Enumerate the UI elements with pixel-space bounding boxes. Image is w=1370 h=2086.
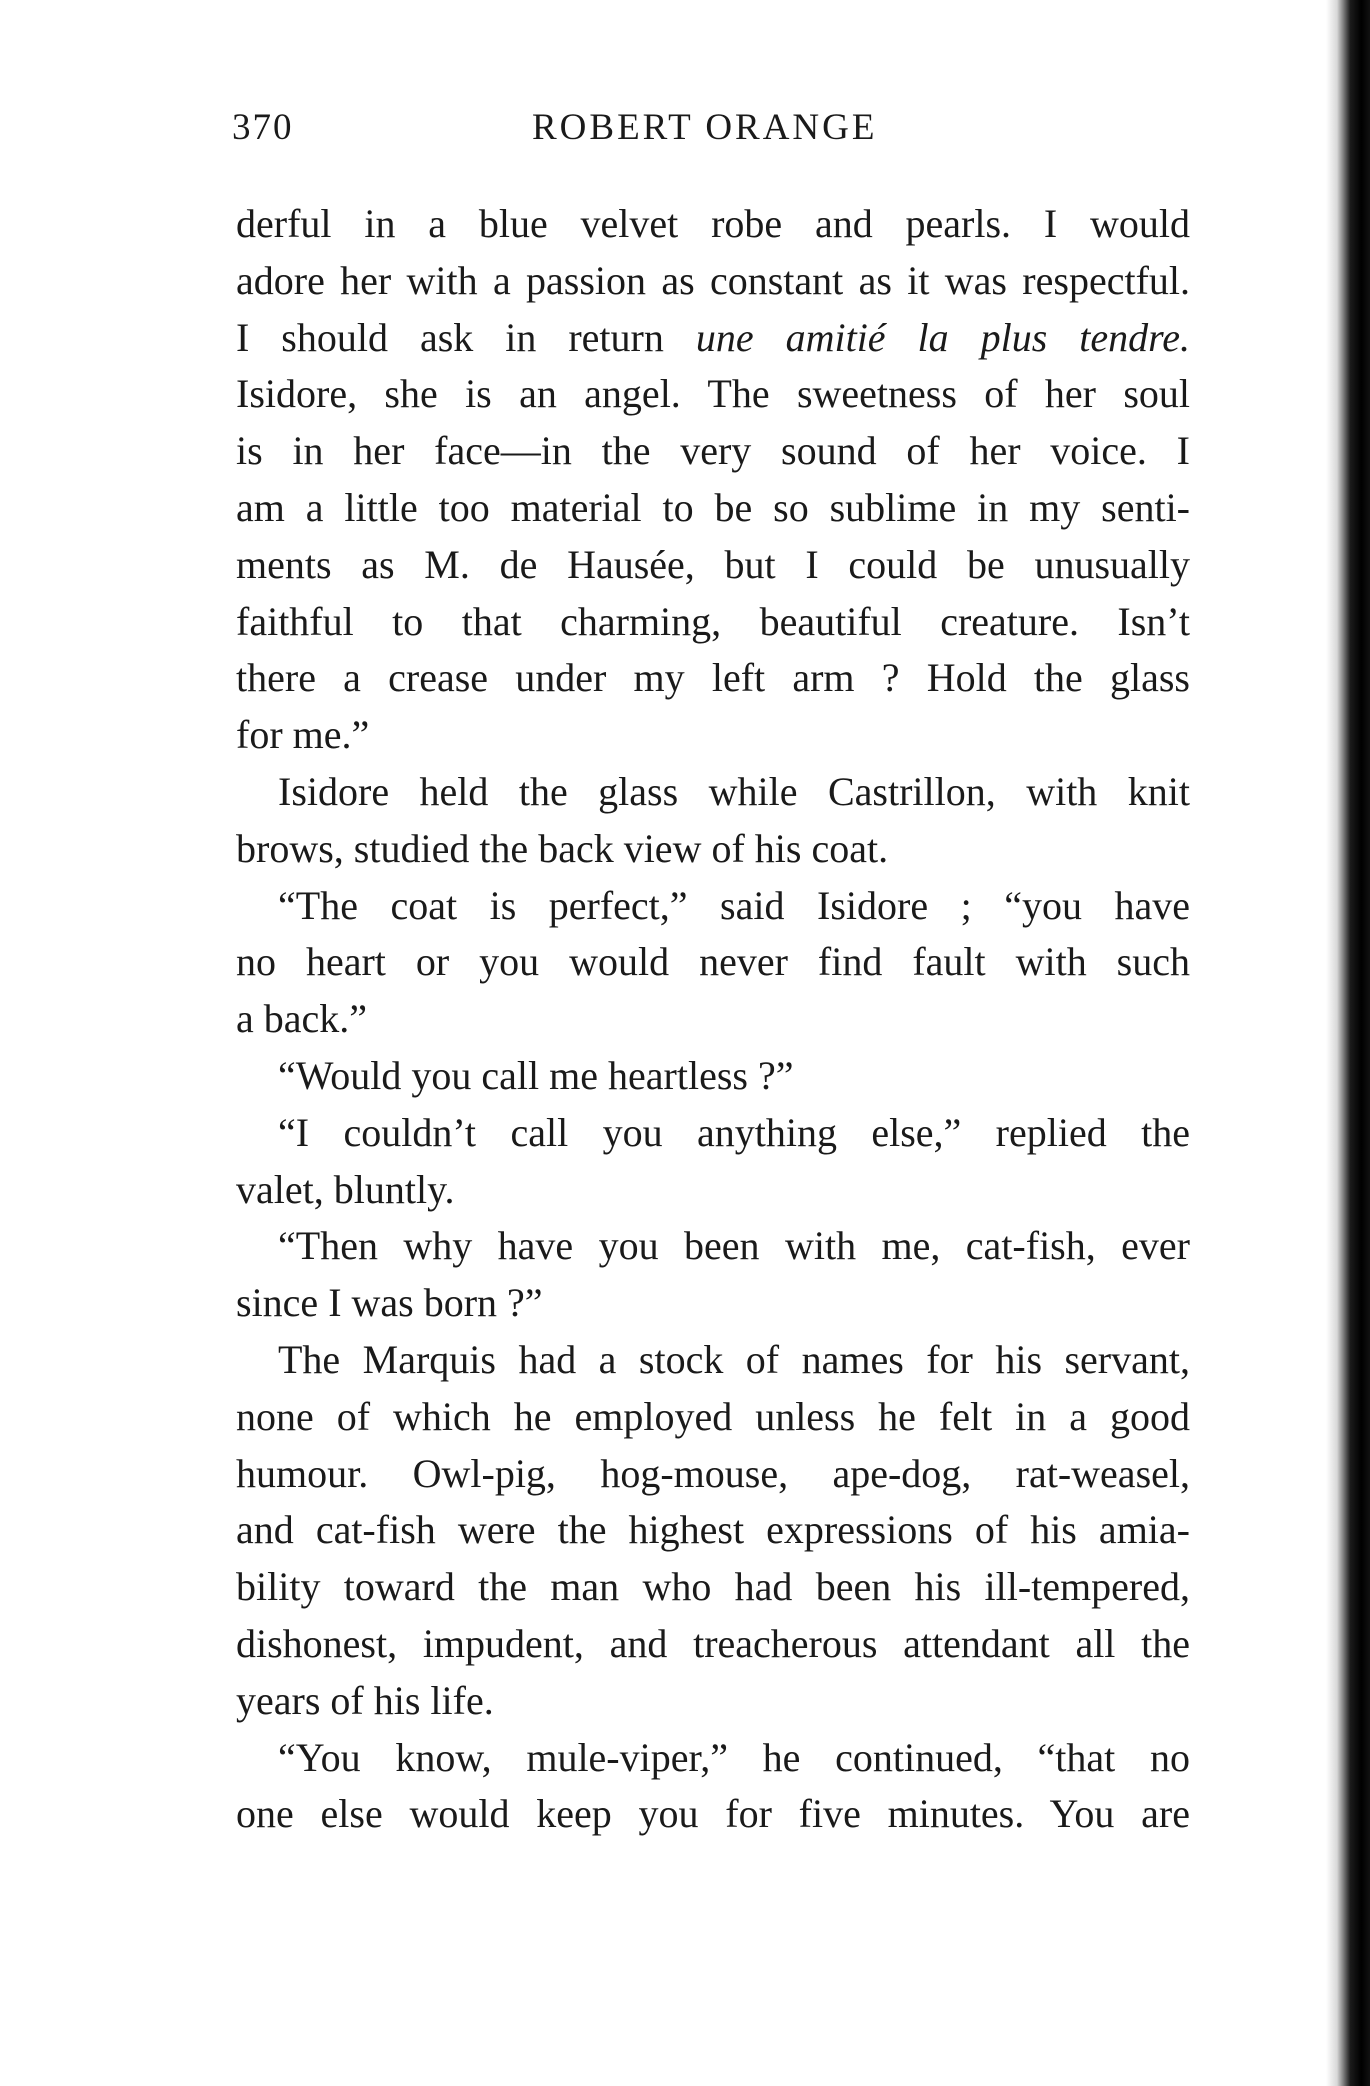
text-line: “The coat is perfect,” said Isidore ; “you have	[278, 882, 1190, 928]
text-line: “Would you call me heartless ?”	[278, 1052, 794, 1098]
text-line: dishonest, impudent, and treacherous attendant all the	[236, 1620, 1190, 1666]
book-title: ROBERT ORANGE	[532, 107, 878, 148]
text-line: ments as M. de Hausée, but I could be unusually	[236, 541, 1190, 587]
text-line: one else would keep you for five minutes. You are	[236, 1791, 1190, 1837]
text-line: there a crease under my left arm ? Hold the glass	[236, 655, 1190, 701]
text-line: humour. Owl-pig, hog-mouse, ape-dog, rat-weasel,	[236, 1450, 1190, 1496]
running-head	[232, 106, 1192, 156]
page-number: 370	[232, 107, 294, 148]
text-line: faithful to that charming, beautiful creature. Isn’t	[236, 598, 1190, 644]
text-line: The Marquis had a stock of names for his servant,	[278, 1336, 1190, 1382]
text-line: for me.”	[236, 712, 370, 758]
text-line: “I couldn’t call you anything else,” replied the	[278, 1109, 1190, 1155]
text-line: adore her with a passion as constant as it was respectful.	[236, 257, 1190, 303]
text-line: years of his life.	[236, 1677, 494, 1723]
italic-phrase: une amitié la plus tendre.	[695, 314, 1190, 360]
text-line: am a little too material to be so sublime in my senti-	[236, 484, 1190, 530]
text-line: “You know, mule-viper,” he continued, “that no	[278, 1734, 1190, 1780]
text-line: since I was born ?”	[236, 1280, 543, 1326]
text-line: “Then why have you been with me, cat-fish, ever	[278, 1223, 1190, 1269]
text-line-segment: I should ask in return	[236, 314, 664, 360]
text-line: a back.”	[236, 996, 368, 1042]
text-line: Isidore, she is an angel. The sweetness of her soul	[236, 371, 1190, 417]
text-line	[236, 310, 1190, 367]
text-line: derful in a blue velvet robe and pearls. I would	[236, 201, 1190, 246]
text-line: valet, bluntly.	[236, 1166, 455, 1212]
text-line: Isidore held the glass while Castrillon, with knit	[278, 768, 1190, 814]
text-line: no heart or you would never find fault with such	[236, 939, 1190, 985]
body-text	[236, 196, 1190, 1843]
text-line: is in her face—in the very sound of her voice. I	[236, 428, 1190, 474]
text-line: bility toward the man who had been his ill-tempered,	[236, 1564, 1190, 1610]
text-line: and cat-fish were the highest expressions of his amia-	[236, 1507, 1190, 1553]
binding-shadow	[1326, 0, 1370, 2086]
text-line: none of which he employed unless he felt in a good	[236, 1393, 1190, 1439]
page-binding-edge	[1326, 0, 1370, 2086]
text-line: brows, studied the back view of his coat.	[236, 825, 889, 871]
